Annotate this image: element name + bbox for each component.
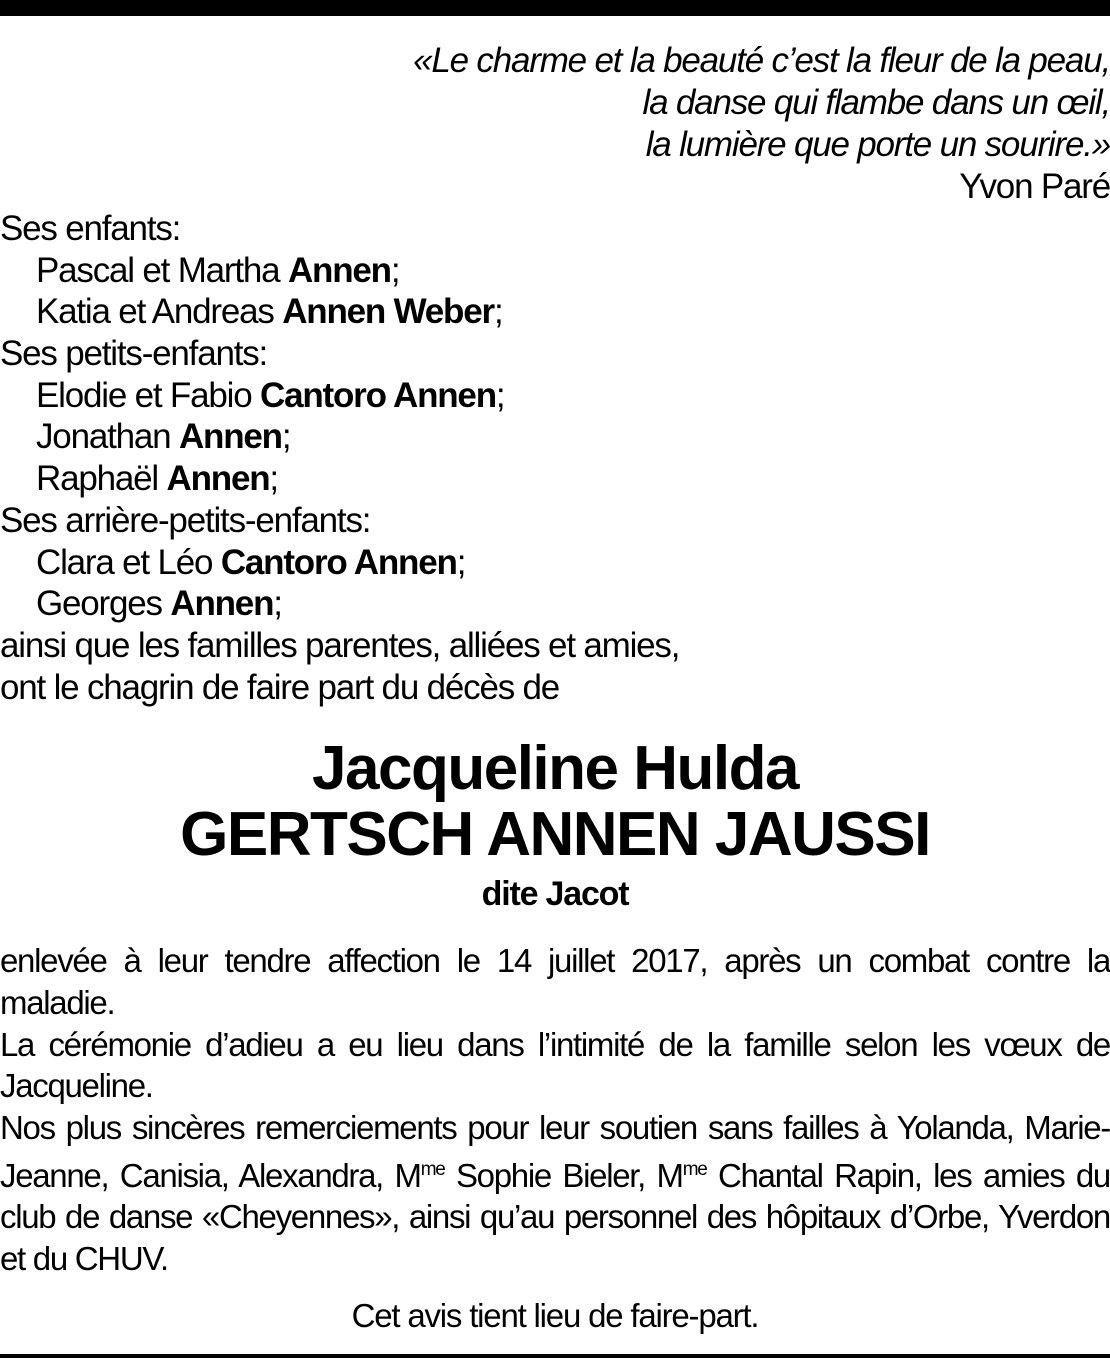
family-member: Katia et Andreas Annen Weber; xyxy=(36,292,503,332)
epigraph-quote xyxy=(0,40,1110,208)
family-list xyxy=(0,208,1110,708)
family-member: Raphaël Annen; xyxy=(36,459,278,499)
thanks-paragraph: Nos plus sincères remerciements pour leur soutien sans failles à Yolanda, Marie-Jeanne, Canisia, Alexandra, $M^{me}$ Sophie Bieler, $M^{me}$ Chantal Rapin, les amies du club de danse «Cheyennes», ainsi qu’au personnel des hôpitaux d’Orbe, Yverdon et du CHUV. xyxy=(0,1109,1110,1278)
quote-line: la danse qui flambe dans un œil, xyxy=(642,83,1110,122)
obituary-notice xyxy=(0,40,1110,1338)
quote-line: «Le charme et la beauté c’est la fleur de la peau, xyxy=(413,41,1110,80)
grandchildren-heading: Ses petits-enfants: xyxy=(0,334,268,374)
family-member: Pascal et Martha Annen; xyxy=(36,250,400,290)
deceased-given-names: Jacqueline Hulda xyxy=(312,734,798,804)
announcement-line: ont le chagrin de faire part du décès de xyxy=(0,667,560,707)
family-member: Clara et Léo Cantoro Annen; xyxy=(36,542,466,582)
extended-family: ainsi que les familles parentes, alliées et amies, xyxy=(0,625,680,665)
deceased-nickname: dite Jacot xyxy=(481,875,629,914)
family-member: Jonathan Annen; xyxy=(36,417,291,457)
notice-body xyxy=(0,940,1110,1280)
family-member: Georges Annen; xyxy=(36,584,282,624)
bottom-rule xyxy=(0,1354,1110,1358)
children-heading: Ses enfants: xyxy=(0,209,181,248)
great-grandchildren-heading: Ses arrière-petits-enfants: xyxy=(0,500,371,540)
death-paragraph: enlevée à leur tendre affection le 14 juillet 2017, après un combat contre la maladie. xyxy=(0,942,1110,1021)
quote-line: la lumière que porte un sourire.» xyxy=(645,125,1110,164)
ceremony-paragraph: La cérémonie d’adieu a eu lieu dans l’intimité de la famille selon les vœux de Jacqueline. xyxy=(0,1025,1110,1105)
closing-line: Cet avis tient lieu de faire-part. xyxy=(351,1296,759,1334)
deceased-surnames: GERTSCH ANNEN JAUSSI xyxy=(180,800,930,870)
family-member: Elodie et Fabio Cantoro Annen; xyxy=(36,375,505,415)
deceased-name-block xyxy=(0,736,1110,916)
top-rule xyxy=(0,0,1110,16)
quote-author: Yvon Paré xyxy=(959,167,1110,206)
